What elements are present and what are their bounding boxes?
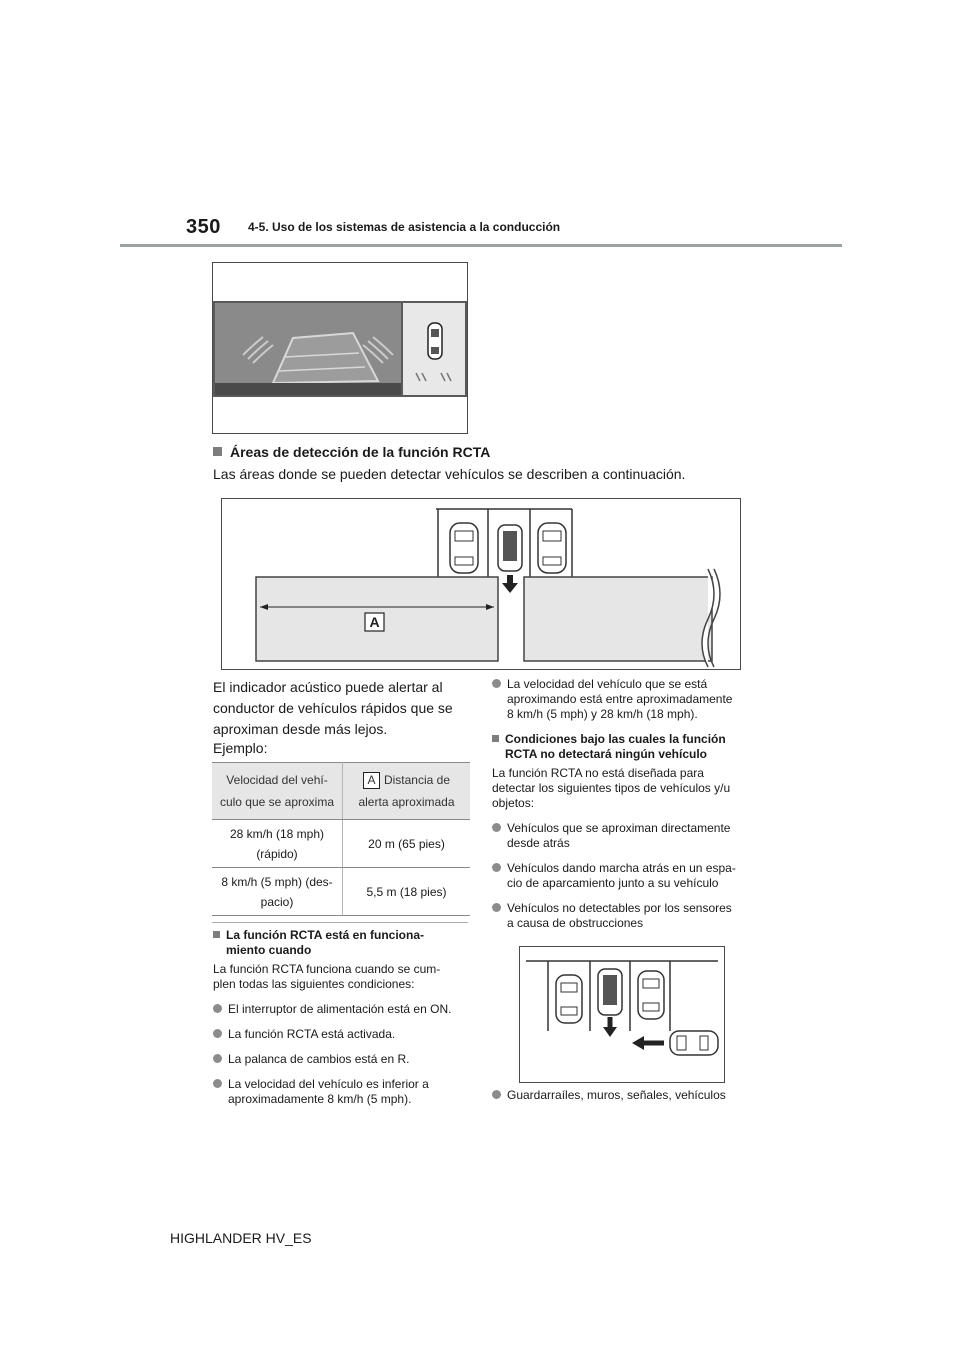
section-title: 4-5. Uso de los sistemas de asistencia a la conducción — [248, 220, 561, 234]
obstruction-figure — [519, 946, 725, 1083]
list-item: Vehículos no detectables por los sensores a causa de obstrucciones — [492, 901, 752, 931]
table-row: 8 km/h (5 mph) (des- pacio) 5,5 m (18 pies) — [212, 868, 470, 916]
function-on-section — [213, 928, 471, 1107]
list-item: La función RCTA está activada. — [213, 1027, 471, 1042]
page-number: 350 — [186, 216, 221, 238]
buzzer-text: El indicador acústico puede alertar al conductor de vehículos rápidos que se aproximan desde más lejos. — [213, 679, 453, 737]
example-label: Ejemplo: — [213, 740, 268, 756]
camera-display-illustration — [213, 263, 467, 433]
warning-distance-table — [212, 762, 470, 916]
detection-areas-figure — [221, 498, 741, 670]
detection-areas-illustration — [222, 499, 740, 669]
table-row: 28 km/h (18 mph) (rápido) 20 m (65 pies) — [212, 820, 470, 868]
bullet-icon — [213, 1054, 222, 1063]
list-item: Vehículos dando marcha atrás en un espa- cio de aparcamiento junto a su vehículo — [492, 861, 752, 891]
list-item: El interruptor de alimentación está en ON. — [213, 1002, 471, 1017]
bullet-icon — [492, 823, 501, 832]
bullet-icon — [213, 1079, 222, 1088]
divider — [212, 922, 468, 923]
obstruction-illustration — [520, 947, 724, 1082]
square-bullet-icon — [492, 735, 499, 742]
list-item: La velocidad del vehículo que se está aproximando está entre aproximadamente 8 km/h (5 mph) y 28 km/h (18 mph). — [492, 677, 752, 722]
bullet-icon — [213, 1004, 222, 1013]
bullet-icon — [492, 679, 501, 688]
rcta-areas-heading: Áreas de detección de la función RCTA — [213, 444, 490, 460]
list-item: Vehículos que se aproximan directamente desde atrás — [492, 821, 752, 851]
label-a-tag: A — [363, 772, 380, 789]
list-item: Guardarraíles, muros, señales, vehículos — [492, 1088, 726, 1103]
bullet-icon — [492, 863, 501, 872]
right-column — [492, 677, 752, 931]
square-bullet-icon — [213, 931, 220, 938]
bullet-icon — [213, 1029, 222, 1038]
function-on-intro: La función RCTA funciona cuando se cum- plen todas las siguientes condiciones: — [213, 962, 441, 991]
rcta-areas-intro: Las áreas donde se pueden detectar vehículos se describen a continuación. — [213, 466, 686, 482]
bullet-icon — [492, 903, 501, 912]
square-bullet-icon — [213, 447, 222, 456]
header-rule — [120, 244, 842, 247]
function-on-heading: La función RCTA está en funciona- miento cuando — [213, 928, 471, 958]
table-header-distance: A Distancia de alerta aproximada — [343, 763, 471, 820]
display-screen-figure — [212, 262, 468, 434]
list-item: La velocidad del vehículo es inferior a aproximadamente 8 km/h (5 mph). — [213, 1077, 471, 1107]
model-footer: HIGHLANDER HV_ES — [170, 1230, 312, 1246]
label-a: A — [369, 614, 380, 630]
bullet-icon — [492, 1090, 501, 1099]
table-header-speed: Velocidad del vehí- culo que se aproxima — [212, 763, 343, 820]
no-detect-intro: La función RCTA no está diseñada para detectar los siguientes tipos de vehículos y/u objetos: — [492, 766, 731, 810]
no-detect-heading: Condiciones bajo las cuales la función RCTA no detectará ningún vehículo — [492, 732, 752, 762]
list-item: La palanca de cambios está en R. — [213, 1052, 471, 1067]
